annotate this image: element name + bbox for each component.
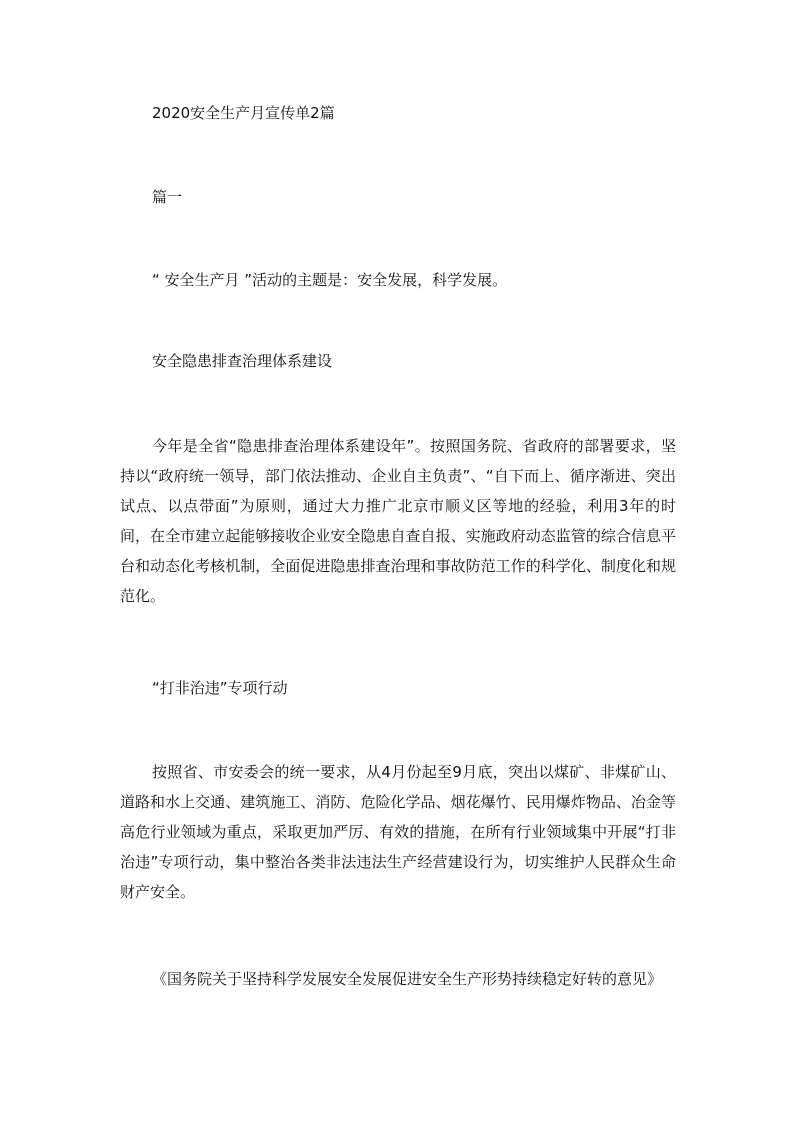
paragraph-hazard-system: 今年是全省“隐患排查治理体系建设年”。按照国务院、省政府的部署要求，坚持以“政府统一领导，部门依法推动、企业自主负责”、“自下而上、循序渐进、突出试点、以点带面”为原则，通过大力推广北京市顺义区等地的经验，利用3年的时间，在全市建立起能够接收企业安全隐患自查自报、实施政府动态监管的综合信息平台和动态化考核机制，全面促进隐患排查治理和事故防范工作的科学化、制度化和规范化。 (120, 437, 676, 605)
section-heading-hazard-system: 安全隐患排查治理体系建设 (152, 352, 333, 370)
document-title: 2020安全生产月宣传单2篇 (152, 104, 335, 122)
section-label: 篇一 (152, 188, 183, 206)
theme-line: “ 安全生产月 ”活动的主题是：安全发展，科学发展。 (152, 271, 508, 289)
paragraph-crackdown: 按照省、市安委会的统一要求，从4月份起至9月底，突出以煤矿、非煤矿山、道路和水上交通、建筑施工、消防、危险化学品、烟花爆竹、民用爆炸物品、冶金等高危行业领域为重点，采取更加严厉、有效的措施，在所有行业领域集中开展“打非治违”专项行动，集中整治各类非法违法生产经营建设行为，切实维护人民群众生命财产安全。 (120, 763, 676, 901)
section-heading-crackdown: “打非治违”专项行动 (152, 679, 288, 697)
paragraph-state-council-opinion: 《国务院关于坚持科学发展安全发展促进安全生产形势持续稳定好转的意见》 (152, 970, 663, 988)
